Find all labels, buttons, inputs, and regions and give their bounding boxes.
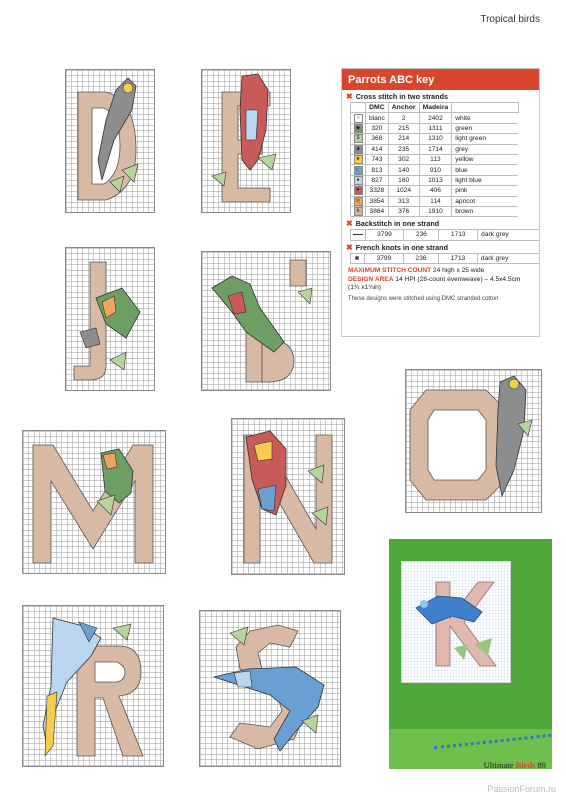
thread-symbol-icon bbox=[351, 206, 366, 216]
french-knots-heading bbox=[342, 241, 539, 253]
table-row bbox=[351, 253, 540, 263]
table-row bbox=[351, 113, 519, 123]
thread-symbol: $ bbox=[354, 134, 363, 143]
stitch-note: These designs were stitched using DMC stranded cotton bbox=[348, 295, 499, 302]
backstitch-heading-label: Backstitch in one strand bbox=[355, 219, 440, 229]
french-knots-table bbox=[350, 253, 539, 264]
thread-symbol-icon bbox=[351, 113, 366, 123]
backstitch-anchor: 236 bbox=[404, 230, 439, 240]
backstitch-dmc: 3799 bbox=[365, 230, 404, 240]
section-title: Tropical birds bbox=[480, 14, 540, 25]
cross-stitch-heading bbox=[342, 90, 539, 102]
thread-anchor: 160 bbox=[388, 175, 419, 185]
backstitch-heading bbox=[342, 217, 539, 229]
chart-letter-m bbox=[22, 430, 166, 574]
watermark: PassionForum.ru bbox=[487, 784, 556, 794]
column-header-name bbox=[452, 103, 519, 113]
thread-symbol: ■ bbox=[354, 145, 363, 154]
thread-symbol: ◆ bbox=[354, 124, 363, 133]
thread-symbol-icon bbox=[351, 186, 366, 196]
thread-symbol: ⊙ bbox=[354, 197, 363, 206]
thread-dmc: 743 bbox=[366, 154, 389, 164]
thread-name: yellow bbox=[452, 154, 519, 164]
column-header-dmc: DMC bbox=[366, 103, 389, 113]
letter-o-artwork bbox=[406, 370, 541, 512]
thread-symbol: ∩ bbox=[354, 114, 363, 123]
thread-madeira: 1311 bbox=[419, 123, 452, 133]
backstitch-name: dark grey bbox=[478, 230, 539, 240]
thread-madeira: 1714 bbox=[419, 144, 452, 154]
table-row bbox=[351, 230, 540, 240]
chart-letter-r bbox=[22, 605, 164, 767]
thread-symbol: ★ bbox=[354, 155, 363, 164]
thread-anchor: 313 bbox=[388, 196, 419, 206]
thread-name: brown bbox=[452, 206, 519, 216]
chart-letter-b bbox=[201, 251, 331, 391]
thread-name: white bbox=[452, 113, 519, 123]
table-row bbox=[351, 144, 519, 154]
stitched-card bbox=[401, 561, 511, 683]
french-knots-heading-label: French knots in one strand bbox=[355, 242, 448, 252]
thread-madeira: 2402 bbox=[419, 113, 452, 123]
table-row bbox=[351, 186, 519, 196]
design-area-value: 14 HPI (28-count evenweave) – 4.5x4.5cm (1¾ x1¾in) bbox=[348, 275, 521, 292]
table-row bbox=[351, 196, 519, 206]
backstitch-madeira: 1713 bbox=[439, 230, 478, 240]
key-title: Parrots ABC key bbox=[342, 69, 539, 90]
thread-symbol-icon bbox=[351, 196, 366, 206]
table-row bbox=[351, 134, 519, 144]
thread-symbol-icon bbox=[351, 123, 366, 133]
thread-symbol-icon bbox=[351, 134, 366, 144]
page-footer bbox=[484, 760, 546, 770]
symbol-column-header bbox=[351, 103, 366, 113]
design-area-label: DESIGN AREA bbox=[348, 275, 394, 283]
thread-symbol-icon bbox=[351, 175, 366, 185]
letter-n-artwork bbox=[232, 419, 344, 574]
thread-anchor: 302 bbox=[388, 154, 419, 164]
thread-anchor: 140 bbox=[388, 165, 419, 175]
thread-name: light blue bbox=[452, 175, 519, 185]
letter-b-artwork bbox=[202, 252, 330, 390]
stitched-letter-k-image bbox=[402, 562, 510, 682]
letter-s-artwork bbox=[200, 611, 340, 766]
finished-card-photo bbox=[389, 539, 552, 769]
thread-table-body bbox=[351, 113, 519, 217]
column-header-anchor: Anchor bbox=[388, 103, 419, 113]
french-knots-dmc: 3799 bbox=[364, 253, 403, 263]
chart-letter-j bbox=[65, 247, 155, 391]
thread-name: blue bbox=[452, 165, 519, 175]
magazine-prefix: Ultimate bbox=[483, 760, 516, 770]
backstitch-table bbox=[350, 229, 539, 240]
thread-symbol: ☾ bbox=[354, 166, 363, 175]
stitch-count bbox=[342, 264, 539, 293]
thread-name: apricot bbox=[452, 196, 519, 206]
thread-dmc: 368 bbox=[366, 134, 389, 144]
thread-dmc: 3864 bbox=[366, 206, 389, 216]
thread-madeira: 113 bbox=[419, 154, 452, 164]
page-number: 89 bbox=[535, 760, 546, 770]
cross-stitch-heading-label: Cross stitch in two strands bbox=[355, 92, 448, 101]
thread-name: grey bbox=[452, 144, 519, 154]
thread-dmc: 827 bbox=[366, 175, 389, 185]
french-knots-name: dark grey bbox=[477, 253, 539, 263]
letter-e-artwork bbox=[202, 70, 290, 212]
thread-madeira: 1013 bbox=[419, 175, 452, 185]
thread-anchor: 215 bbox=[388, 123, 419, 133]
cross-icon: ✖ bbox=[346, 219, 353, 229]
table-row bbox=[351, 206, 519, 216]
chart-letter-o bbox=[405, 369, 542, 513]
thread-symbol: ♥ bbox=[354, 186, 363, 195]
letter-j-artwork bbox=[66, 248, 154, 390]
thread-symbol: ● bbox=[354, 176, 363, 185]
table-row bbox=[351, 165, 519, 175]
thread-symbol-icon bbox=[351, 144, 366, 154]
thread-dmc: 3854 bbox=[366, 196, 389, 206]
max-stitch-count-label: MAXIMUM STITCH COUNT bbox=[348, 267, 432, 275]
thread-anchor: 2 bbox=[388, 113, 419, 123]
thread-dmc: 414 bbox=[366, 144, 389, 154]
thread-anchor: 1024 bbox=[388, 186, 419, 196]
thread-symbol-icon bbox=[351, 154, 366, 164]
thread-dmc: blanc bbox=[366, 113, 389, 123]
thread-madeira: 910 bbox=[419, 165, 452, 175]
thread-dmc: 813 bbox=[366, 165, 389, 175]
cross-icon: ✖ bbox=[346, 242, 353, 252]
chart-letter-e bbox=[201, 69, 291, 213]
key-panel bbox=[341, 68, 540, 337]
chart-letter-d bbox=[65, 69, 155, 213]
thread-anchor: 376 bbox=[388, 206, 419, 216]
chart-letter-n bbox=[231, 418, 345, 575]
thread-madeira: 114 bbox=[419, 196, 452, 206]
thread-madeira: 1310 bbox=[419, 134, 452, 144]
thread-anchor: 235 bbox=[388, 144, 419, 154]
thread-name: pink bbox=[452, 186, 519, 196]
french-knots-madeira: 1713 bbox=[438, 253, 477, 263]
magazine-brand: Birds bbox=[515, 760, 536, 770]
thread-madeira: 1910 bbox=[419, 206, 452, 216]
max-stitch-count-value: 24 high x 25 wide bbox=[433, 267, 485, 275]
thread-table-header bbox=[351, 103, 519, 113]
letter-r-artwork bbox=[23, 606, 163, 766]
letter-m-artwork bbox=[23, 431, 165, 573]
table-row bbox=[351, 175, 519, 185]
thread-anchor: 214 bbox=[388, 134, 419, 144]
thread-symbol-icon bbox=[351, 165, 366, 175]
thread-madeira: 406 bbox=[419, 186, 452, 196]
cross-icon: ✖ bbox=[346, 92, 353, 101]
french-knots-anchor: 236 bbox=[403, 253, 438, 263]
thread-table bbox=[350, 102, 519, 217]
french-knot-dot-icon bbox=[351, 253, 365, 263]
letter-d-artwork bbox=[66, 70, 154, 212]
chart-letter-s bbox=[199, 610, 341, 767]
thread-dmc: 320 bbox=[366, 123, 389, 133]
thread-symbol: b bbox=[354, 207, 363, 216]
table-row bbox=[351, 123, 519, 133]
thread-name: green bbox=[452, 123, 519, 133]
thread-dmc: 3328 bbox=[366, 186, 389, 196]
table-row bbox=[351, 154, 519, 164]
column-header-madeira: Madeira bbox=[419, 103, 452, 113]
thread-name: light green bbox=[452, 134, 519, 144]
backstitch-line-icon bbox=[351, 230, 366, 240]
